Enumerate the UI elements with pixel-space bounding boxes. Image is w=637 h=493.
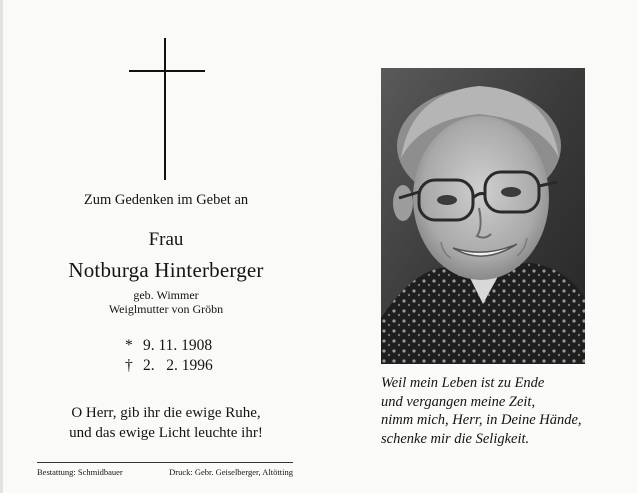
intro-text: Zum Gedenken im Gebet an	[83, 192, 249, 208]
life-dates	[125, 336, 213, 376]
death-dagger-icon: †	[125, 357, 133, 374]
birth-date-row	[125, 336, 213, 356]
salutation: Frau	[148, 229, 184, 250]
card-footer	[37, 462, 293, 477]
verse-line: nimm mich, Herr, in Deine Hände,	[381, 412, 582, 428]
prayer-line: und das ewige Licht leuchte ihr!	[69, 425, 263, 441]
death-date: 2. 2. 1996	[143, 357, 213, 374]
verse-line: und vergangen meine Zeit,	[381, 393, 536, 410]
birth-date: 9. 11. 1908	[143, 337, 213, 354]
prayer	[31, 403, 301, 443]
farewell-verse	[381, 374, 582, 448]
deceased-name: Notburga Hinterberger	[68, 258, 264, 282]
relation-text: Weiglmutter von Gröbn	[108, 302, 224, 316]
birth-name: geb. Wimmer	[133, 288, 199, 302]
verse-line: Weil mein Leben ist zu Ende	[381, 375, 545, 391]
print-credit: Druck: Gebr. Geiselberger, Altötting	[169, 467, 293, 477]
portrait-photo	[381, 68, 585, 364]
birth-star-icon: *	[125, 337, 133, 354]
prayer-line: O Herr, gib ihr die ewige Ruhe,	[71, 405, 261, 421]
funeral-home-credit: Bestattung: Schmidbauer	[37, 467, 123, 477]
verse-line: schenke mir die Seligkeit.	[381, 430, 530, 447]
death-date-row	[125, 356, 213, 376]
cross-icon	[129, 38, 205, 180]
